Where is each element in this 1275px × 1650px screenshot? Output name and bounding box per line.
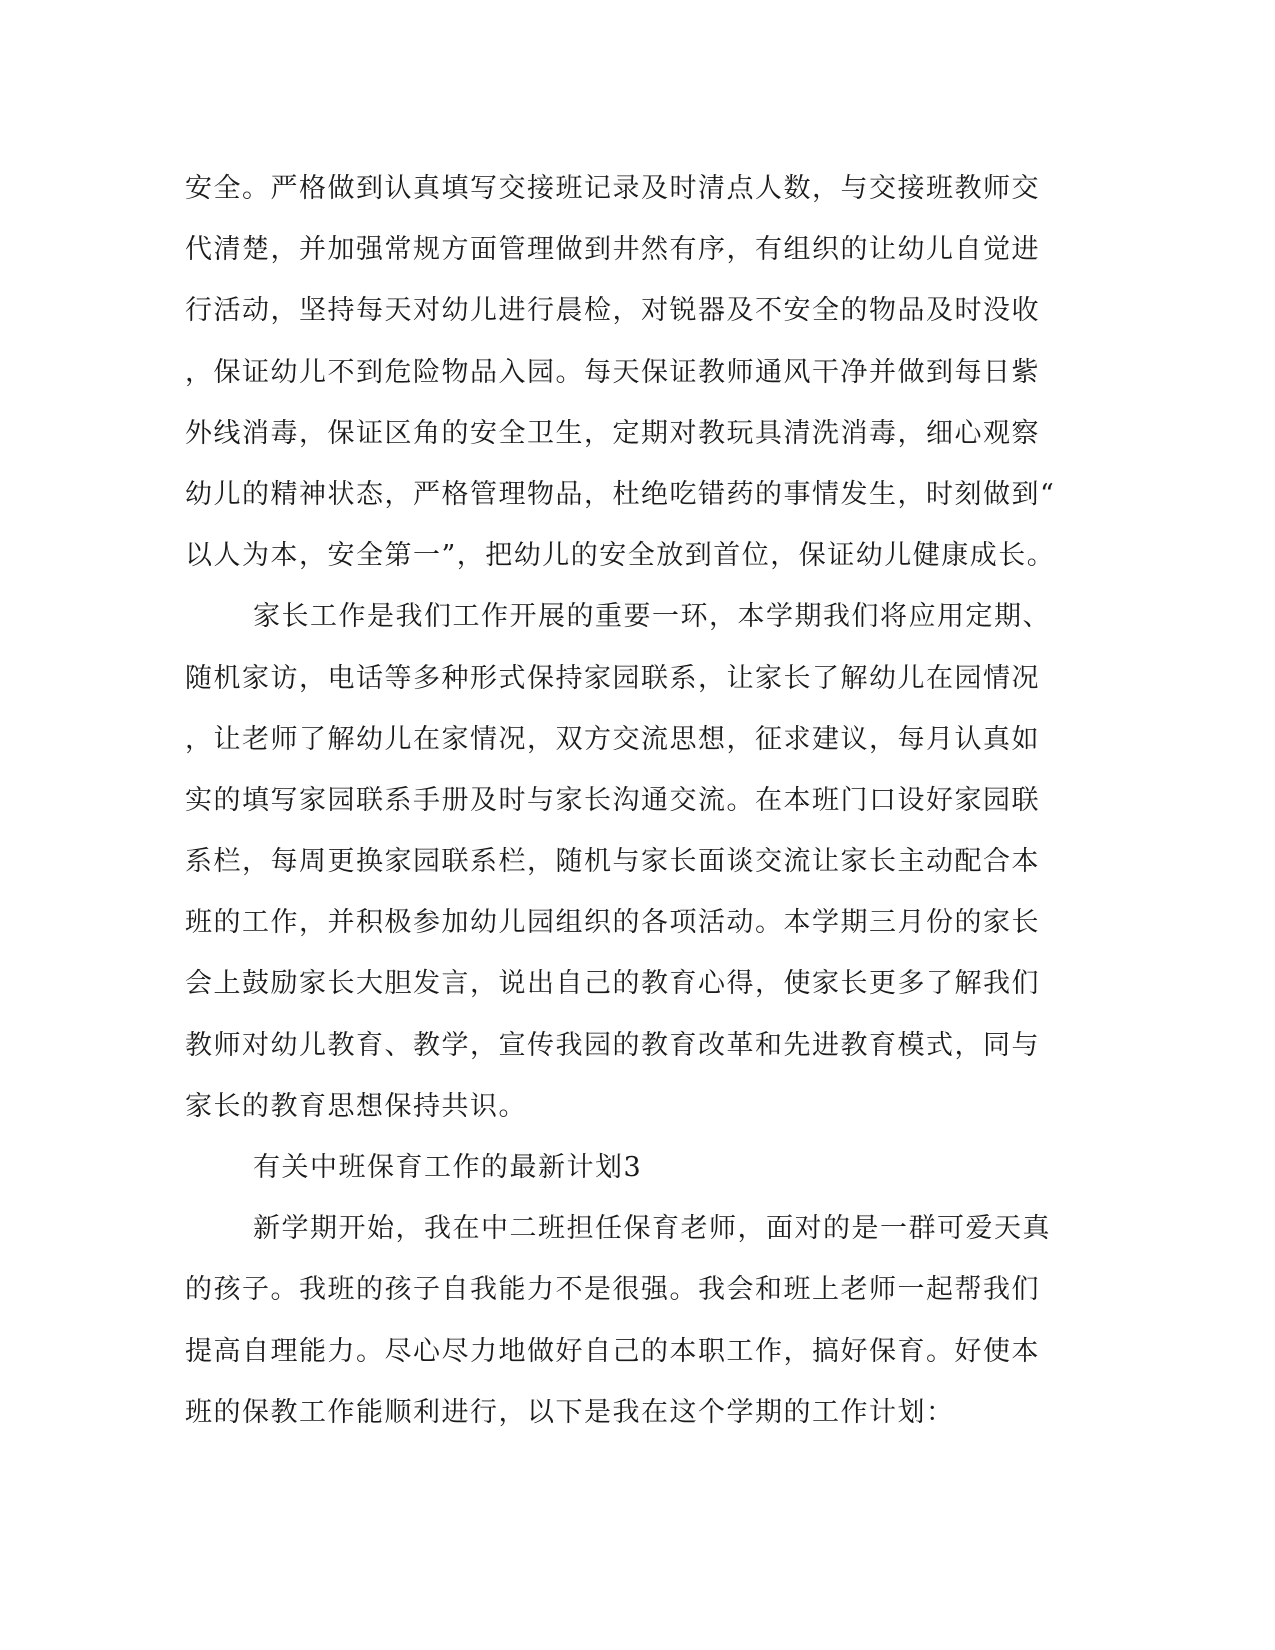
paragraph-line: 实的填写家园联系手册及时与家长沟通交流。在本班门口设好家园联	[185, 784, 1040, 816]
paragraph-line: 幼儿的精神状态，严格管理物品，杜绝吃错药的事情发生，时刻做到“	[185, 478, 1056, 510]
paragraph-line: 以人为本，安全第一”，把幼儿的安全放到首位，保证幼儿健康成长。	[185, 540, 1056, 572]
paragraph-line: 代清楚，并加强常规方面管理做到井然有序，有组织的让幼儿自觉进	[185, 234, 1040, 266]
paragraph-line: 家长工作是我们工作开展的重要一环，本学期我们将应用定期、	[253, 601, 1051, 633]
paragraph-line: 系栏，每周更换家园联系栏，随机与家长面谈交流让家长主动配合本	[185, 846, 1040, 878]
paragraph-line: ，保证幼儿不到危险物品入园。每天保证教师通风干净并做到每日紫	[185, 356, 1040, 388]
paragraph-line: 班的保教工作能顺利进行，以下是我在这个学期的工作计划：	[185, 1396, 955, 1428]
paragraph-line: 新学期开始，我在中二班担任保育老师，面对的是一群可爱天真	[253, 1213, 1051, 1245]
paragraph-line: 行活动，坚持每天对幼儿进行晨检，对锐器及不安全的物品及时没收	[185, 295, 1040, 327]
paragraph-line: 班的工作，并积极参加幼儿园组织的各项活动。本学期三月份的家长	[185, 907, 1040, 939]
paragraph-line: 会上鼓励家长大胆发言，说出自己的教育心得，使家长更多了解我们	[185, 968, 1040, 1000]
paragraph-line: 安全。严格做到认真填写交接班记录及时清点人数，与交接班教师交	[185, 173, 1040, 204]
document-body	[185, 158, 1065, 1443]
paragraph-line: 提高自理能力。尽心尽力地做好自己的本职工作，搞好保育。好使本	[185, 1335, 1040, 1367]
paragraph-line: 家长的教育思想保持共识。	[185, 1090, 527, 1122]
paragraph-line: 外线消毒，保证区角的安全卫生，定期对教玩具清洗消毒，细心观察	[185, 417, 1040, 449]
paragraph-line: ，让老师了解幼儿在家情况，双方交流思想，征求建议，每月认真如	[185, 723, 1040, 755]
paragraph-line: 教师对幼儿教育、教学，宣传我园的教育改革和先进教育模式，同与	[185, 1029, 1040, 1061]
paragraph-line: 随机家访，电话等多种形式保持家园联系，让家长了解幼儿在园情况	[185, 662, 1040, 694]
section-heading: 有关中班保育工作的最新计划3	[253, 1152, 643, 1183]
paragraph-line: 的孩子。我班的孩子自我能力不是很强。我会和班上老师一起帮我们	[185, 1274, 1040, 1306]
